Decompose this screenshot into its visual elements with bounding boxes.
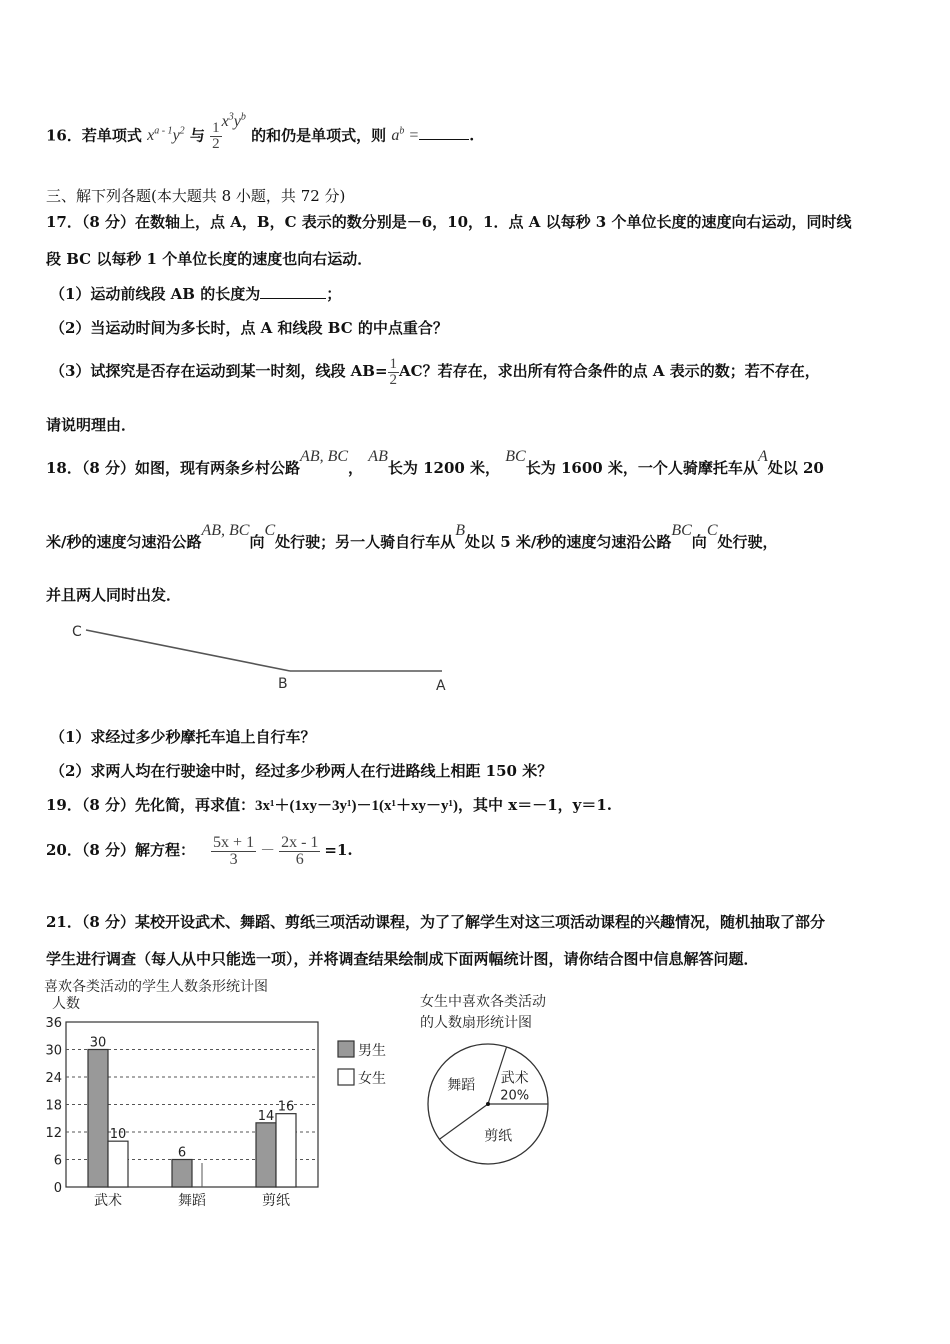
pie-title-line2: 的人数扇形统计图 bbox=[420, 1015, 532, 1031]
pie-slice-percent: 20% bbox=[500, 1088, 530, 1104]
bar bbox=[172, 1160, 192, 1188]
bar-chart bbox=[30, 975, 410, 1215]
bar-data-label: 30 bbox=[89, 1035, 107, 1051]
pie-center bbox=[486, 1102, 490, 1106]
question-19: 19．（8 分）先化简，再求值：3x¹＋(1xy－3y¹)－1(x¹＋xy－y¹)，其中 x＝－1，y＝1. bbox=[46, 796, 613, 814]
bar-data-label: 10 bbox=[109, 1127, 127, 1143]
q17-fraction: $\frac{1}{2}$ bbox=[389, 355, 398, 388]
y-tick-label: 6 bbox=[53, 1153, 62, 1169]
q16-monomial-2: $x^3y^b$ bbox=[221, 112, 246, 131]
pie-chart bbox=[410, 990, 590, 1170]
x-tick-label: 武术 bbox=[94, 1193, 122, 1209]
q16-middle: 的和仍是单项式，则 bbox=[251, 126, 387, 145]
q19-expression: 3x¹＋(1xy－3y¹)－1(x¹＋xy－y¹) bbox=[255, 798, 459, 814]
q18-line2: 米/秒的速度匀速沿公路AB, BC向C处行驶；另一人骑自行车从B处以 5 米/秒的速度匀速沿公路BC向C处行驶， bbox=[46, 522, 778, 551]
q17-part3-cont: 请说明理由． bbox=[46, 416, 137, 434]
q17-part2: （2）当运动时间为多长时，点 A 和线段 BC 的中点重合？ bbox=[50, 319, 448, 337]
point-b-label: B bbox=[278, 676, 288, 692]
q16-lead: 16．若单项式 bbox=[46, 126, 142, 145]
q16-monomial-1: $x^{a - 1}y^2$ bbox=[147, 126, 185, 145]
q18-part1: （1）求经过多少秒摩托车追上自行车？ bbox=[50, 728, 316, 746]
y-tick-label: 18 bbox=[45, 1098, 62, 1114]
y-tick-label: 12 bbox=[45, 1126, 62, 1141]
pie-slice-label: 武术 bbox=[500, 1070, 529, 1087]
q16-answer-expr: $a^b$ = bbox=[391, 126, 420, 145]
q16-coefficient: $\frac{1}{2}$ bbox=[212, 119, 220, 152]
bar bbox=[88, 1050, 108, 1188]
bar-data-label: 6 bbox=[177, 1145, 187, 1161]
q18-road-figure bbox=[60, 618, 460, 698]
pie-title-line1: 女生中喜欢各类活动 bbox=[420, 994, 546, 1010]
question-20: 20．（8 分）解方程： $\frac{5x + 1}{3}$ － $\frac{2x - 1}{6}$ =1. bbox=[46, 833, 353, 868]
q20-fraction-2: $\frac{2x - 1}{6}$ bbox=[281, 833, 319, 868]
q16-answer-blank[interactable] bbox=[419, 139, 469, 140]
x-tick-label: 舞蹈 bbox=[178, 1193, 206, 1209]
q17-line2: 段 BC 以每秒 1 个单位长度的速度也向右运动． bbox=[46, 250, 373, 268]
legend-swatch bbox=[338, 1041, 354, 1057]
x-tick-label: 剪纸 bbox=[262, 1193, 290, 1209]
q16-and: 与 bbox=[189, 126, 205, 145]
point-a-label: A bbox=[436, 678, 446, 694]
bar-chart-ylabel: 人数 bbox=[52, 996, 80, 1012]
q18-line3: 并且两人同时出发． bbox=[46, 586, 182, 604]
legend-label: 女生 bbox=[358, 1071, 386, 1087]
q21-line2: 学生进行调查（每人从中只能选一项），并将调查结果绘制成下面两幅统计图，请你结合图中信息解答问题． bbox=[46, 950, 759, 968]
pie-slice-label: 舞蹈 bbox=[447, 1077, 476, 1094]
y-tick-label: 30 bbox=[45, 1043, 62, 1059]
point-c-label: C bbox=[72, 624, 82, 640]
q18-line1: 18．（8 分）如图，现有两条乡村公路AB, BC， AB长为 1200 米， BC长为 1600 米，一个人骑摩托车从A处以 20 bbox=[46, 448, 824, 477]
y-tick-label: 36 bbox=[45, 1016, 62, 1031]
bar-chart-title: 喜欢各类活动的学生人数条形统计图 bbox=[44, 979, 268, 995]
q17-answer-blank[interactable] bbox=[260, 298, 326, 299]
q17-part3: （3）试探究是否存在运动到某一时刻，线段 AB= $\frac{1}{2}$ AC？若存在，求出所有符合条件的点 A 表示的数；若不存在， bbox=[50, 355, 820, 388]
bar-data-label: 14 bbox=[257, 1108, 275, 1124]
q20-fraction-1: $\frac{5x + 1}{3}$ bbox=[213, 833, 255, 868]
q21-line1: 21．（8 分）某校开设武术、舞蹈、剪纸三项活动课程，为了了解学生对这三项活动课程的兴趣情况，随机抽取了部分 bbox=[46, 913, 826, 931]
pie-slice-label: 剪纸 bbox=[484, 1128, 513, 1145]
question-16: 16．若单项式 $x^{a - 1}y^2$ 与 $\frac{1}{2}$ $x^3y^b$ 的和仍是单项式，则 $a^b$ = . bbox=[46, 112, 475, 152]
q17-line1: 17．（8 分）在数轴上，点 A，B，C 表示的数分别是－6，10，1．点 A 以每秒 3 个单位长度的速度向右运动，同时线 bbox=[46, 213, 852, 231]
bar bbox=[256, 1123, 276, 1187]
q17-part1: （1）运动前线段 AB 的长度为 ； bbox=[50, 285, 342, 303]
y-tick-label: 24 bbox=[45, 1071, 62, 1086]
q18-part2: （2）求两人均在行驶途中时，经过多少秒两人在行进路线上相距 150 米？ bbox=[50, 762, 553, 780]
road-cb bbox=[86, 630, 290, 671]
bar bbox=[276, 1114, 296, 1187]
legend-swatch bbox=[338, 1069, 354, 1085]
bar bbox=[108, 1141, 128, 1187]
bar-data-label: 16 bbox=[277, 1099, 295, 1115]
legend-label: 男生 bbox=[358, 1043, 386, 1059]
y-tick-label: 0 bbox=[53, 1181, 62, 1196]
section-3-heading: 三、解下列各题(本大题共 8 小题，共 72 分) bbox=[46, 187, 346, 205]
